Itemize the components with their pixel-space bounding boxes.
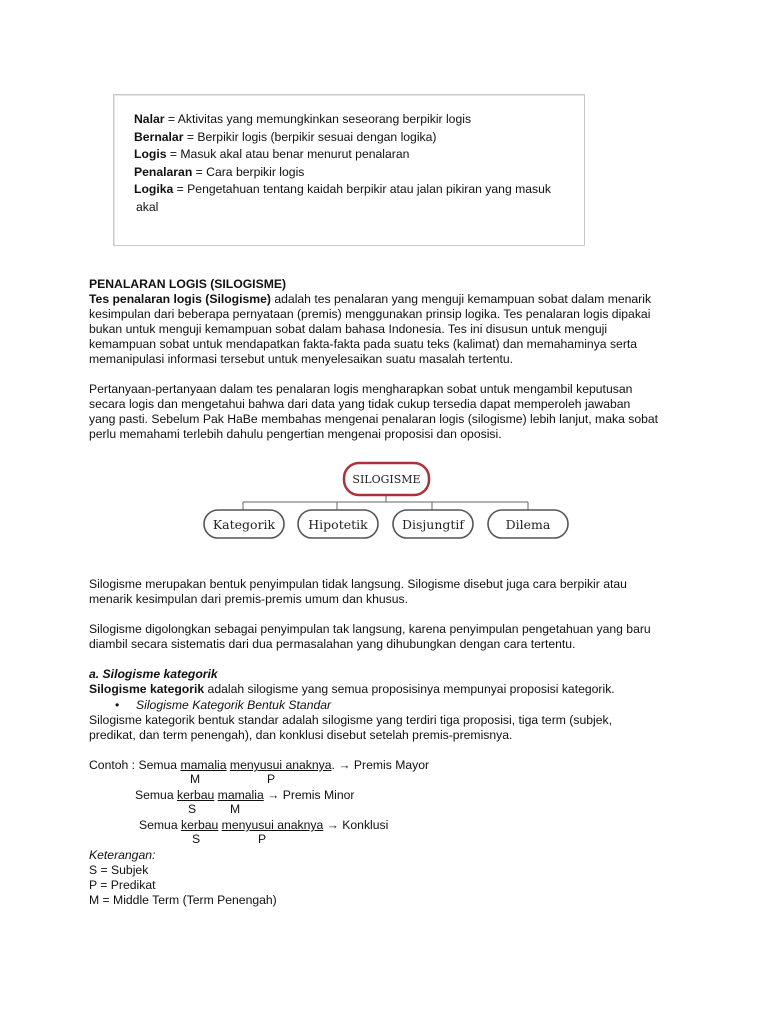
child-node-label: Dilema: [505, 517, 551, 532]
example-1-p-label: P: [267, 772, 276, 786]
p3-line-1: Silogisme merupakan bentuk penyimpulan tidak langsung. Silogisme disebut juga cara berpikir atau: [89, 577, 627, 591]
root-node-label: SILOGISME: [352, 473, 421, 486]
p2-line-3: yang pasti. Sebelum Pak HaBe membahas mengenai penalaran logis (silogisme) lebih lanjut, maka sobat: [89, 412, 659, 426]
definition-logis: Logis = Masuk akal atau benar menurut penalaran: [134, 147, 410, 161]
p5-line-2: predikat, dan term penengah), dan konklusi disebut setelah premis-premisnya.: [89, 728, 513, 742]
silogisme-diagram: [196, 458, 576, 542]
intro-line-1: Tes penalaran logis (Silogisme) adalah tes penalaran yang menguji kemampuan sobat dalam menarik: [89, 292, 652, 306]
example-2-s-label: S: [188, 802, 197, 816]
intro-line-3: bukan untuk menguji kemampuan sobat dalam bahasa Indonesia. Tes ini disusun untuk menguji: [89, 322, 608, 336]
root-node: [344, 463, 429, 495]
example-line-2: Semua kerbau mamalia → Premis Minor: [135, 788, 355, 802]
bullet-text: Silogisme Kategorik Bentuk Standar: [136, 698, 332, 712]
example-1-m-label: M: [190, 772, 201, 786]
child-node-hipotetik: [298, 510, 378, 538]
child-node-label: Disjungtif: [401, 517, 465, 532]
definition-logika-cont: akal: [136, 199, 159, 214]
paragraph-3: [89, 577, 679, 607]
p2-line-4: perlu memahami terlebih dahulu pengertian mengenai proposisi dan oposisi.: [89, 427, 502, 441]
subsection-a: [89, 667, 679, 743]
example-3-p-label: P: [258, 832, 267, 846]
definition-penalaran: Penalaran = Cara berpikir logis: [134, 164, 305, 179]
definition-box: [113, 94, 585, 246]
example-block: [89, 758, 689, 850]
bullet-icon: •: [115, 698, 120, 712]
section-intro: [89, 277, 679, 367]
p5-line-1: Silogisme kategorik bentuk standar adalah silogisme yang terdiri tiga proposisi, tiga term (subjek,: [89, 713, 612, 727]
p4-line-1: Silogisme digolongkan sebagai penyimpulan tak langsung, karena penyimpulan pengetahuan yang baru: [89, 622, 651, 636]
paragraph-4: [89, 622, 679, 652]
p2-line-1: Pertanyaan-pertanyaan dalam tes penalaran logis mengharapkan sobat untuk mengambil keputusan: [89, 382, 633, 396]
p4-line-2: diambil secara sistematis dari dua permasalahan yang dihubungkan dengan cara tertentu.: [89, 637, 576, 651]
definition-logika: Logika = Pengetahuan tentang kaidah berpikir atau jalan pikiran yang masuk: [134, 182, 552, 196]
section-title: PENALARAN LOGIS (SILOGISME): [89, 277, 287, 291]
bullet-item: [89, 698, 679, 713]
paragraph-2: [89, 382, 679, 442]
intro-line-2: kesimpulan dari beberapa pernyataan (premis) menggunakan prinsip logika. Tes penalaran logis dipakai: [89, 307, 651, 321]
child-node-label: Hipotetik: [308, 517, 368, 532]
keterangan-item: S = Subjek: [89, 863, 149, 877]
subsection-a-def: Silogisme kategorik adalah silogisme yang semua proposisinya mempunyai proposisi kategorik.: [89, 682, 615, 696]
subsection-a-title: a. Silogisme kategorik: [89, 667, 218, 681]
keterangan-title: Keterangan:: [89, 848, 156, 862]
p2-line-2: secara logis dan mengetahui bahwa dari data yang tidak cukup tersedia dapat memperoleh jawaban: [89, 397, 631, 411]
child-node-label: Kategorik: [212, 517, 276, 532]
definition-nalar: Nalar = Aktivitas yang memungkinkan seseorang berpikir logis: [134, 112, 472, 126]
child-node-kategorik: [204, 510, 284, 538]
child-node-dilema: [488, 510, 568, 538]
intro-line-5: memanipulasi informasi tersebut untuk menyelesaikan suatu masalah tertentu.: [89, 352, 514, 366]
definition-bernalar: Bernalar = Berpikir logis (berpikir sesuai dengan logika): [134, 129, 437, 144]
keterangan-block: [89, 848, 679, 908]
keterangan-item: P = Predikat: [89, 878, 156, 892]
keterangan-item: M = Middle Term (Term Penengah): [89, 893, 277, 907]
example-2-m-label: M: [230, 802, 241, 816]
p3-line-2: menarik kesimpulan dari premis-premis umum dan khusus.: [89, 592, 409, 606]
example-line-1: Contoh : Semua mamalia menyusui anaknya. → Premis Mayor: [89, 758, 430, 772]
example-line-3: Semua kerbau menyusui anaknya → Konklusi: [139, 818, 389, 832]
intro-line-4: kemampuan sobat untuk mendapatkan fakta-fakta pada suatu teks (kalimat) dan memahaminya serta: [89, 337, 638, 351]
child-node-disjungtif: [393, 510, 473, 538]
silogisme-diagram-svg: [196, 458, 576, 542]
example-3-s-label: S: [192, 832, 201, 846]
definition-list: [134, 111, 574, 216]
connector-lines: [243, 495, 528, 510]
